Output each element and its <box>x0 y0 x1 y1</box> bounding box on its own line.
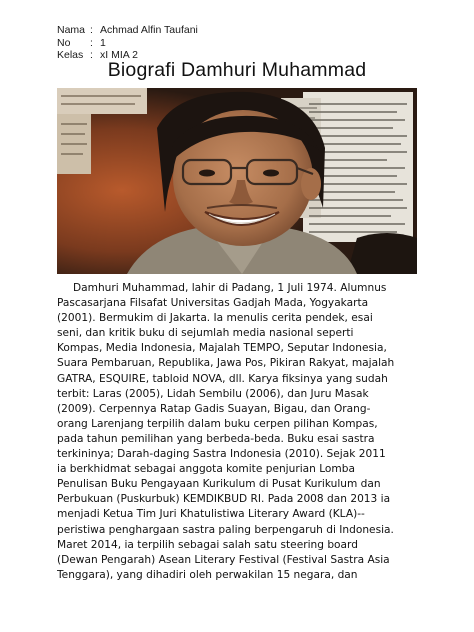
biography-line: Tenggara), yang dihadiri oleh perwakilan 15 negara, dan <box>57 568 358 581</box>
biography-line: pada tahun pemilihan yang berbeda-beda. Buku esai sastra <box>57 432 375 445</box>
name-value: Achmad Alfin Taufani <box>100 24 198 36</box>
backpack-strap <box>347 233 417 274</box>
biography-line: orang Larenjang terpilih dalam buku cerpen pilihan Kompas, <box>57 417 378 430</box>
number-separator: : <box>90 36 93 49</box>
biography-line: terbit: Laras (2005), Lidah Sembilu (2006), dan Juru Masak <box>57 387 369 400</box>
biography-line: terkininya; Darah-daging Sastra Indonesia (2010). Sejak 2011 <box>57 448 386 461</box>
biography-line: seni, dan kritik buku di sejumlah media nasional seperti <box>57 327 354 340</box>
class-label: Kelas <box>57 49 84 61</box>
biography-line: GATRA, ESQUIRE, tabloid NOVA, dll. Karya fiksinya yang sudah <box>57 372 388 385</box>
biography-line: (2009). Cerpennya Ratap Gadis Suayan, Bigau, dan Orang- <box>57 402 371 415</box>
portrait-illustration <box>57 88 417 274</box>
biography-line: Maret 2014, ia terpilih sebagai salah satu steering board <box>57 538 358 551</box>
biography-line: peristiwa penghargaan sastra paling berpengaruh di Indonesia. <box>57 523 394 536</box>
biography-line: Kompas, Media Indonesia, Majalah TEMPO, Seputar Indonesia, <box>57 342 387 355</box>
biography-line: Pascasarjana Filsafat Universitas Gadjah Mada, Yogyakarta <box>57 297 369 310</box>
biography-text <box>57 281 419 583</box>
biography-line: Penulisan Buku Pengayaan Kurikulum di Pusat Kurikulum dan <box>57 478 381 491</box>
class-value: xI MIA 2 <box>100 49 138 61</box>
number-label: No <box>57 36 71 49</box>
biography-line: (Dewan Pengarah) Asean Literary Festival (Festival Sastra Asia <box>57 553 390 566</box>
student-name-row <box>57 24 198 37</box>
biography-line: Perbukuan (Puskurbuk) KEMDIKBUD RI. Pada 2008 dan 2013 ia <box>57 493 391 506</box>
student-info <box>57 24 198 62</box>
class-separator: : <box>90 49 93 61</box>
biography-line: Damhuri Muhammad, lahir di Padang, 1 Juli 1974. Alumnus <box>73 282 387 294</box>
biography-line: ia berkhidmat sebagai anggota komite penjurian Lomba <box>57 463 355 476</box>
page-title: Biografi Damhuri Muhammad <box>107 59 367 81</box>
student-number-row <box>57 37 198 50</box>
number-value: 1 <box>100 36 106 49</box>
name-separator: : <box>90 24 93 36</box>
biography-line: (2001). Bermukim di Jakarta. Ia menulis cerita pendek, esai <box>57 312 373 325</box>
portrait-photo <box>57 88 417 274</box>
name-label: Nama <box>57 24 86 36</box>
biography-line: menjadi Ketua Tim Juri Khatulistiwa Literary Award (KLA)-- <box>57 508 365 521</box>
biography-line: Suara Pembaruan, Republika, Jawa Pos, Pikiran Rakyat, majalah <box>57 357 395 370</box>
